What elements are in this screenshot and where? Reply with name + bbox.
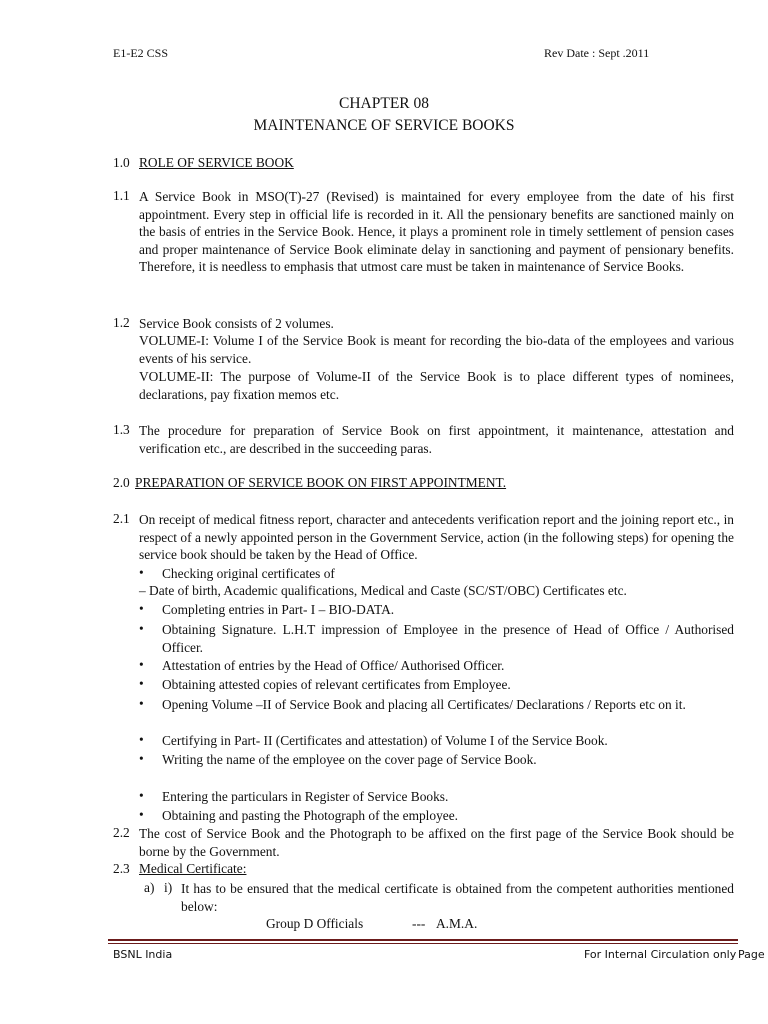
bullet-icon: • <box>139 657 144 672</box>
section-number: 1.3 <box>113 422 130 437</box>
section-number: 2.3 <box>113 861 130 876</box>
paragraph: The procedure for preparation of Service Book on first appointment, it maintenance, attestation and verification etc., are described in the succeeding paras. <box>139 423 734 456</box>
bullet-icon: • <box>139 621 144 636</box>
footer-page: Page <box>738 948 765 961</box>
list-marker: i) <box>164 880 173 895</box>
authority-separator: --- <box>412 916 426 931</box>
list-item: Writing the name of the employee on the cover page of Service Book. <box>162 752 537 767</box>
section-number: 2.0 <box>113 475 130 490</box>
paragraph: On receipt of medical fitness report, character and antecedents verification report and the joining report etc., in respect of a newly appointed person in the Government Service, action (in the following steps) for opening the service book should be taken by the Head of Office. <box>139 512 734 563</box>
list-item: Completing entries in Part- I – BIO-DATA. <box>162 602 395 617</box>
section-number: 1.1 <box>113 188 130 203</box>
section-number: 2.1 <box>113 511 130 526</box>
authority-label: Group D Officials <box>266 916 364 931</box>
section-heading: ROLE OF SERVICE BOOK <box>139 155 294 170</box>
section-number: 1.0 <box>113 155 130 170</box>
bullet-icon: • <box>139 807 144 822</box>
section-heading: PREPARATION OF SERVICE BOOK ON FIRST APPOINTMENT. <box>135 475 507 490</box>
paragraph: The cost of Service Book and the Photograph to be affixed on the first page of the Service Book should be borne by the Government. <box>139 826 734 859</box>
bullet-icon: • <box>139 565 144 580</box>
paragraph: VOLUME-II: The purpose of Volume-II of the Service Book is to place different types of nominees, declarations, pay fixation memos etc. <box>139 369 734 402</box>
list-item: Obtaining attested copies of relevant certificates from Employee. <box>162 677 511 692</box>
section-number: 1.2 <box>113 315 130 330</box>
bullet-icon: • <box>139 732 144 747</box>
footer-rule-thin <box>108 943 738 944</box>
paragraph: VOLUME-I: Volume I of the Service Book is meant for recording the bio-data of the employees and various events of his service. <box>139 333 734 366</box>
authority-value: A.M.A. <box>436 916 478 931</box>
list-item: Entering the particulars in Register of Service Books. <box>162 789 449 804</box>
bullet-icon: • <box>139 601 144 616</box>
paragraph: It has to be ensured that the medical certificate is obtained from the competent authorities mentioned below: <box>181 881 734 914</box>
list-item: Obtaining and pasting the Photograph of the employee. <box>162 808 459 823</box>
footer-right: For Internal Circulation only <box>584 948 737 961</box>
list-item: Certifying in Part- II (Certificates and attestation) of Volume I of the Service Book. <box>162 733 608 748</box>
header-left: E1-E2 CSS <box>113 46 169 60</box>
chapter-number: CHAPTER 08 <box>339 95 429 112</box>
list-subitem: – Date of birth, Academic qualifications, Medical and Caste (SC/ST/OBC) Certificates etc. <box>139 583 627 598</box>
list-item: Opening Volume –II of Service Book and placing all Certificates/ Declarations / Reports etc on it. <box>162 697 686 712</box>
list-marker: a) <box>144 880 155 895</box>
list-item: Attestation of entries by the Head of Office/ Authorised Officer. <box>162 658 505 673</box>
subsection-heading: Medical Certificate: <box>139 861 247 876</box>
paragraph-line: Service Book consists of 2 volumes. <box>139 316 334 331</box>
footer-left: BSNL India <box>113 948 173 961</box>
list-item: Obtaining Signature. L.H.T impression of Employee in the presence of Head of Office / Authorised Officer. <box>162 622 734 655</box>
section-number: 2.2 <box>113 825 130 840</box>
header-right: Rev Date : Sept .2011 <box>544 46 650 60</box>
chapter-title: MAINTENANCE OF SERVICE BOOKS <box>253 117 515 134</box>
bullet-icon: • <box>139 676 144 691</box>
bullet-icon: • <box>139 696 144 711</box>
paragraph: A Service Book in MSO(T)-27 (Revised) is maintained for every employee from the date of his first appointment. Every step in official life is recorded in it. All the pensionary benefits are sanctioned mainly on the basis of entries in the Service Book. Hence, it plays a prominent role in timely settlement of pension cases and proper maintenance of Service Book eliminate delay in sanctioning and payment of pensionary benefits. Therefore, it is needless to emphasis that utmost care must be taken in maintenance of Service Books. <box>139 189 734 275</box>
list-item: Checking original certificates of <box>162 566 335 581</box>
bullet-icon: • <box>139 751 144 766</box>
bullet-icon: • <box>139 788 144 803</box>
footer-rule <box>108 939 738 941</box>
